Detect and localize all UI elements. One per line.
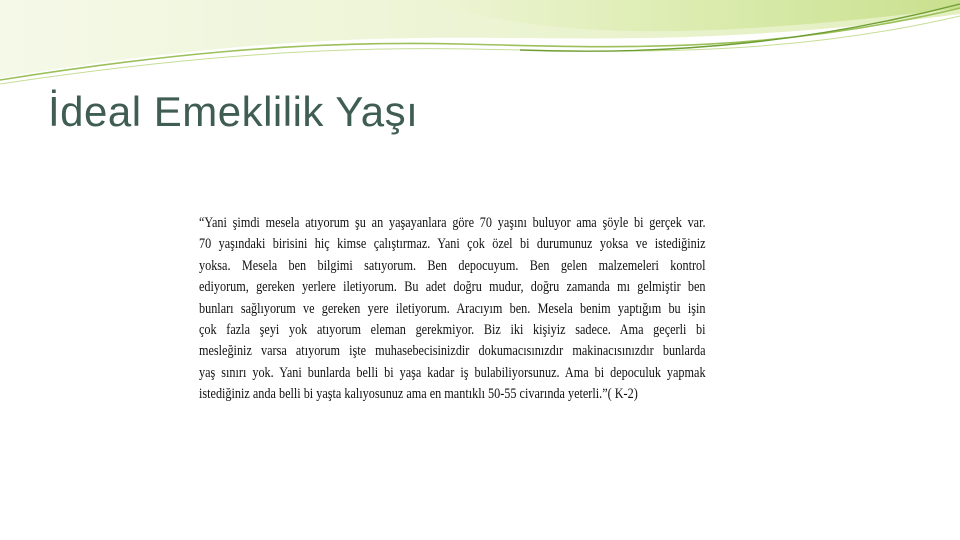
quote-line: istediğiniz anda belli bi yaşta kalıyosunuz ama en mantıklı 50-55 civarında yeterli.”( K-2) <box>199 386 638 403</box>
quote-line: “Yani şimdi mesela atıyorum şu an yaşayanlara göre 70 yaşını buluyor ama şöyle bi gerçek var. <box>199 215 706 231</box>
quote-line: bunları sağlıyorum ve gereken yere iletiyorum. Aracıyım ben. Mesela benim yaptığım bu işin <box>199 300 706 317</box>
quote-line: yaş sınırı yok. Yani bunlarda belli bi yaşa kadar iş bulabiliyorsunuz. Ama bi depoculuk yapmak <box>199 364 706 381</box>
quote-line: mesleğiniz varsa atıyorum işte muhasebecisinizdir dokumacısınızdır makinacısınızdır bunlarda <box>199 343 706 360</box>
interview-quote <box>199 213 706 406</box>
quote-line: ediyorum, gereken yerlere iletiyorum. Bu adet doğru mudur, doğru zamanda mı gelmiştir ben <box>199 279 706 296</box>
quote-line: çok fazla şeyi yok atıyorum eleman gerekmiyor. Biz iki kişiyiz sadece. Ama geçerli bi <box>199 321 706 338</box>
slide-title: İdeal Emeklilik Yaşı <box>48 88 419 135</box>
quote-line: 70 yaşındaki birisini hiç kimse çalıştırmaz. Yani çok özel bi durumunuz yoksa ve istediğiniz <box>199 236 706 253</box>
quote-line: yoksa. Mesela ben bilgimi satıyorum. Ben depocuyum. Ben gelen malzemeleri kontrol <box>199 257 706 274</box>
